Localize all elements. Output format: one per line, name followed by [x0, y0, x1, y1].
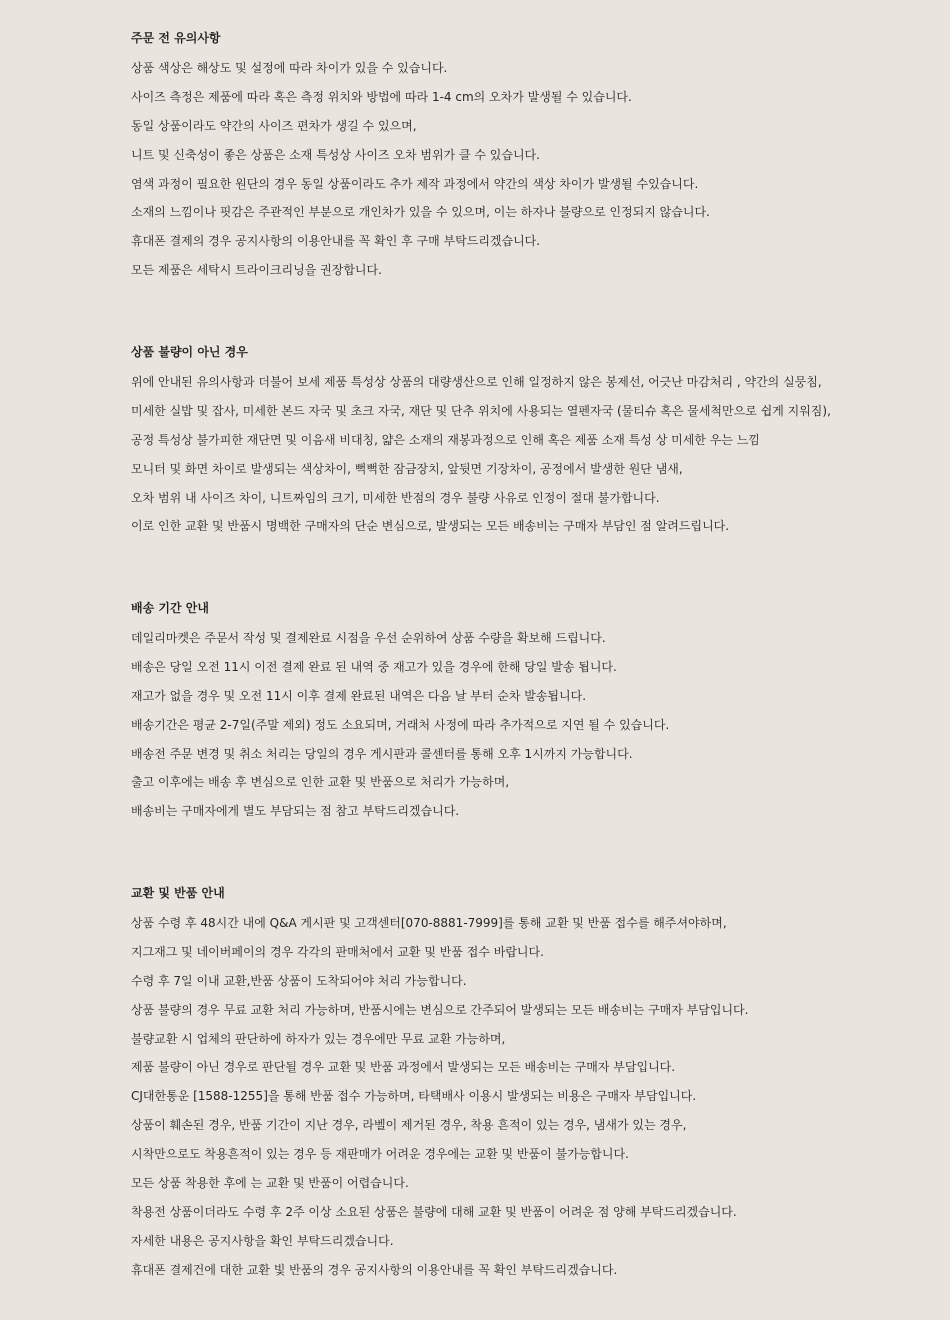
notice-line: 모든 상품 착용한 후에 는 교환 및 반품이 어렵습니다.	[131, 1176, 409, 1191]
notice-line: 휴대폰 결제건에 대한 교환 빛 반품의 경우 공지사항의 이용안내를 꼭 확인 부탁드리겠습니다.	[131, 1262, 618, 1277]
section-pre-order-notice	[131, 30, 931, 291]
notice-line: 수령 후 7일 이내 교환,반품 상품이 도착되어야 처리 가능합니다.	[131, 973, 467, 988]
notice-line: 상품 수령 후 48시간 내에 Q&A 게시판 및 고객센터[070-8881-7999]를 통해 교환 및 반품 접수를 해주셔야하며,	[131, 916, 727, 930]
notice-line: 니트 및 신축성이 좋은 상품은 소재 특성상 사이즈 오차 범위가 클 수 있습니다.	[131, 147, 540, 162]
notice-line: 모니터 및 화면 차이로 발생되는 색상차이, 뻑뻑한 잠금장치, 앞뒷면 기장차이, 공정에서 발생한 원단 냄새,	[131, 461, 683, 476]
notice-line: 자세한 내용은 공지사항을 확인 부탁드리겠습니다.	[131, 1233, 394, 1248]
notice-line: 시착만으로도 착용흔적이 있는 경우 등 재판매가 어려운 경우에는 교환 및 반품이 불가능합니다.	[131, 1147, 629, 1162]
section-title: 주문 전 유의사항	[131, 31, 221, 45]
notice-line: 지그재그 및 네이버페이의 경우 각각의 판매처에서 교환 및 반품 접수 바랍니다.	[131, 944, 544, 959]
section-exchange-return	[131, 885, 931, 1291]
notice-line: 동일 상품이라도 약간의 사이즈 편차가 생길 수 있으며,	[131, 118, 417, 133]
notice-line: 공정 특성상 불가피한 재단면 및 이음새 비대칭, 얇은 소재의 재봉과정으로 인해 혹은 제품 소재 특성 상 미세한 우는 느낌	[131, 432, 760, 447]
notice-line: 착용전 상품이더라도 수령 후 2주 이상 소요된 상품은 불량에 대해 교환 및 반품이 어려운 점 양해 부탁드리겠습니다.	[131, 1204, 737, 1219]
notice-line: 휴대폰 결제의 경우 공지사항의 이용안내를 꼭 확인 후 구매 부탁드리겠습니다.	[131, 234, 541, 249]
notice-line: 불량교환 시 업체의 판단하에 하자가 있는 경우에만 무료 교환 가능하며,	[131, 1031, 506, 1046]
notice-line: 염색 과정이 필요한 원단의 경우 동일 상품이라도 추가 제작 과정에서 약간의 색상 차이가 발생될 수있습니다.	[131, 176, 699, 191]
notice-line: 배송은 당일 오전 11시 이전 결제 완료 된 내역 중 재고가 있을 경우에 한해 당일 발송 됩니다.	[131, 659, 617, 674]
notice-line: 소재의 느낌이나 핏감은 주관적인 부분으로 개인차가 있을 수 있으며, 이는 하자나 불량으로 인정되지 않습니다.	[131, 205, 710, 220]
notice-line: CJ대한통운 [1588-1255]을 통해 반품 접수 가능하며, 타택배사 이용시 발생되는 비용은 구매자 부담입니다.	[131, 1089, 697, 1104]
notice-line: 사이즈 측정은 제품에 따라 혹은 측정 위치와 방법에 따라 1-4 cm의 오차가 발생될 수 있습니다.	[131, 89, 632, 104]
section-title: 교환 및 반품 안내	[131, 886, 225, 900]
notice-line: 오차 범위 내 사이즈 차이, 니트짜임의 크기, 미세한 반점의 경우 불량 사유로 인정이 절대 불가합니다.	[131, 490, 660, 505]
notice-line: 위에 안내된 유의사항과 더불어 보세 제품 특성상 상품의 대량생산으로 인해 일정하지 않은 봉제선, 어긋난 마감처리 , 약간의 실뭉침,	[131, 375, 822, 389]
section-not-defective	[131, 344, 931, 547]
notice-line: 제품 불량이 아닌 경우로 판단될 경우 교환 및 반품 과정에서 발생되는 모든 배송비는 구매자 부담입니다.	[131, 1060, 676, 1075]
notice-line: 상품 색상은 해상도 및 설정에 따라 차이가 있을 수 있습니다.	[131, 61, 448, 75]
notice-line: 상품 불량의 경우 무료 교환 처리 가능하며, 반품시에는 변심으로 간주되어 발생되는 모든 배송비는 구매자 부담입니다.	[131, 1002, 749, 1017]
notice-line: 모든 제품은 세탁시 트라이크리닝을 권장합니다.	[131, 263, 382, 278]
section-title: 배송 기간 안내	[131, 601, 209, 615]
notice-line: 상품이 훼손된 경우, 반품 기간이 지난 경우, 라벨이 제거된 경우, 착용 흔적이 있는 경우, 냄새가 있는 경우,	[131, 1118, 687, 1133]
notice-line: 이로 인한 교환 및 반품시 명백한 구매자의 단순 변심으로, 발생되는 모든 배송비는 구매자 부담인 점 알려드립니다.	[131, 519, 730, 534]
section-title: 상품 불량이 아닌 경우	[131, 345, 248, 359]
notice-line: 배송비는 구매자에게 별도 부담되는 점 참고 부탁드리겠습니다.	[131, 804, 460, 819]
notice-line: 재고가 없을 경우 및 오전 11시 이후 결제 완료된 내역은 다음 날 부터 순차 발송됩니다.	[131, 688, 587, 703]
notice-line: 출고 이후에는 배송 후 변심으로 인한 교환 및 반품으로 처리가 가능하며,	[131, 775, 510, 790]
notice-line: 미세한 실밥 및 잡사, 미세한 본드 자국 및 초크 자국, 재단 및 단추 위치에 사용되는 열펜자국 (물티슈 혹은 물세척만으로 쉽게 지워짐),	[131, 403, 831, 418]
notice-line: 데일리마켓은 주문서 작성 및 결제완료 시점을 우선 순위하여 상품 수량을 확보해 드립니다.	[131, 631, 606, 645]
section-shipping-period	[131, 600, 931, 832]
notice-line: 배송전 주문 변경 및 취소 처리는 당일의 경우 게시판과 콜센터를 통해 오후 1시까지 가능합니다.	[131, 746, 633, 761]
notice-line: 배송기간은 평균 2-7일(주말 제외) 정도 소요되며, 거래처 사정에 따라 추가적으로 지연 될 수 있습니다.	[131, 717, 670, 732]
